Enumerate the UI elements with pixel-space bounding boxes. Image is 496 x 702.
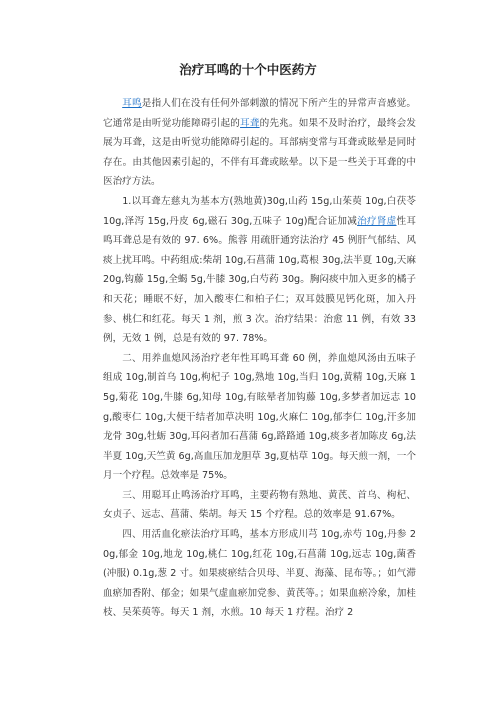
paragraph-intro bbox=[103, 94, 416, 192]
link-kidney-deficiency[interactable]: 治疗肾虚 bbox=[357, 215, 397, 227]
text: 性耳鸣耳聋总是有效的 97. 6%。熊蓉 用疏肝通窍法治疗 45 例肝气郁结、风痰上扰耳鸣。中药组成:柴胡 10g,石菖蒲 10g,葛根 30g,法半夏 10g,天麻 20g,钩藤 15g,全蝎 5g,牛膝 30g,白芍药 30g。胸闷痰中加入更多的橘子和天花；睡眠不好，加入酸枣仁和柏子仁；双耳鼓膜见钙化斑，加入丹参、桃仁和红花。每天 1 剂，煎 3 次。治疗结果：治愈 11 例，有效 33 例，无效 1 例，总是有效的 97. 78%。 bbox=[103, 215, 417, 345]
page-title: 治疗耳鸣的十个中医药方 bbox=[179, 62, 317, 77]
link-tinnitus[interactable]: 耳鸣 bbox=[122, 98, 142, 109]
link-deafness[interactable]: 耳聋 bbox=[240, 117, 260, 129]
text: 是指人们在没有任何外部刺激的情况下所产生的异常声音感觉。它通常是由听觉功能障碍引起的 bbox=[103, 98, 417, 129]
paragraph-method-4: 四、用活血化瘀法治疗耳鸣，基本方形成川芎 10g,赤芍 10g,丹参 20g,郁金 10g,地龙 10g,桃仁 10g,红花 10g,石菖蒲 10g,远志 10g,菌香(冲服) 0.1g,葱 2 寸。如果痰瘀结合贝母、半夏、海藻、昆布等。；如气滞血瘀加香附、郁金；如果气虚血瘀加党参、黄芪等。；如果血瘀冷象，加桂枝、吴茱萸等。每天 1 剂，水煎。10 每天 1 疗程。治疗 2 bbox=[103, 529, 416, 619]
paragraph-method-1 bbox=[103, 192, 416, 349]
article-body bbox=[103, 94, 416, 623]
text: 的先兆。如果不及时治疗，最终会发展为耳聋，这是由听觉功能障碍引起的。耳部病变常与耳聋或眩晕是同时存在。由其他因素引起的，不伴有耳聋或眩晕。以下是一些关于耳聋的中医治疗方法。 bbox=[103, 117, 417, 188]
paragraph-method-2: 二、用养血熄风汤治疗老年性耳鸣耳聋 60 例，养血熄风汤由五味子组成 10g,制首乌 10g,枸杞子 10g,熟地 10g,当归 10g,黄精 10g,天麻 15g,菊花 10g,牛膝 6g,知母 10g,有眩晕者加钩藤 10g,多梦者加远志 10g,酸枣仁 10g,大便干结者加草决明 10g,火麻仁 10g,郁李仁 10g,汗多加龙骨 30g,牡蛎 30g,耳闷者加石菖蒲 6g,路路通 10g,痰多者加陈皮 6g,法半夏 10g,天竺黄 6g,高血压加龙胆草 3g,夏枯草 10g。每天煎一剂，一个月一个疗程。总效率是 75%。 bbox=[103, 352, 416, 482]
paragraph-method-3: 三、用聪耳止鸣汤治疗耳鸣，主要药物有熟地、黄芪、首乌、枸杞、女贞子、远志、菖蒲、柴胡。每天 15 个疗程。总的效率是 91.67%。 bbox=[103, 489, 416, 521]
text: 1.以耳聋左慈丸为基本方(熟地黄)30g,山药 15g,山茱萸 10g,白茯苓10g,泽泻 15g,丹皮 6g,磁石 30g,五味子 10g)配合证加减 bbox=[103, 195, 416, 227]
